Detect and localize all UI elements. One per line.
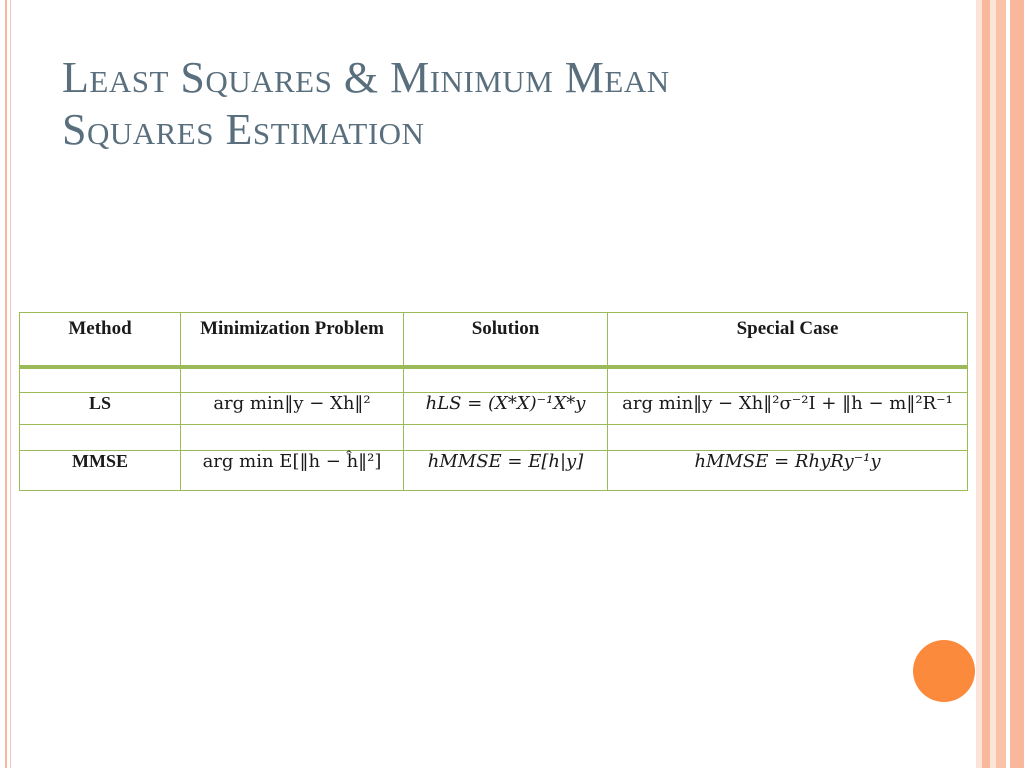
solution-cell: hLS = (X*X)⁻¹X*y [404, 393, 608, 425]
table-row-mmse [20, 451, 968, 491]
slide-title [62, 52, 862, 156]
slide-title-line-2: Squares Estimation [62, 105, 425, 154]
problem-cell: arg min‖y − Xh‖² [181, 393, 404, 425]
table-row-ls [20, 393, 968, 425]
estimation-methods-table [19, 312, 968, 491]
accent-circle [913, 640, 975, 702]
header-special-case: Special Case [608, 313, 968, 367]
method-cell: LS [20, 393, 181, 425]
table-spacer-row [20, 425, 968, 451]
header-minimization-problem: Minimization Problem [181, 313, 404, 367]
table-spacer-row [20, 367, 968, 393]
right-decorative-band [976, 0, 1024, 768]
method-cell: MMSE [20, 451, 181, 491]
special-case-cell: arg min‖y − Xh‖²σ⁻²I + ‖h − m‖²R⁻¹ [608, 393, 968, 425]
header-method: Method [20, 313, 181, 367]
left-decorative-rule-thin [10, 0, 11, 768]
slide-title-line-1: Least Squares & Minimum Mean [62, 53, 670, 102]
solution-cell: hMMSE = E[h|y] [404, 451, 608, 491]
problem-cell: arg min E[‖h − ĥ‖²] [181, 451, 404, 491]
header-solution: Solution [404, 313, 608, 367]
table-header-row [20, 313, 968, 367]
left-decorative-rule [5, 0, 7, 768]
special-case-cell: hMMSE = RhyRy⁻¹y [608, 451, 968, 491]
